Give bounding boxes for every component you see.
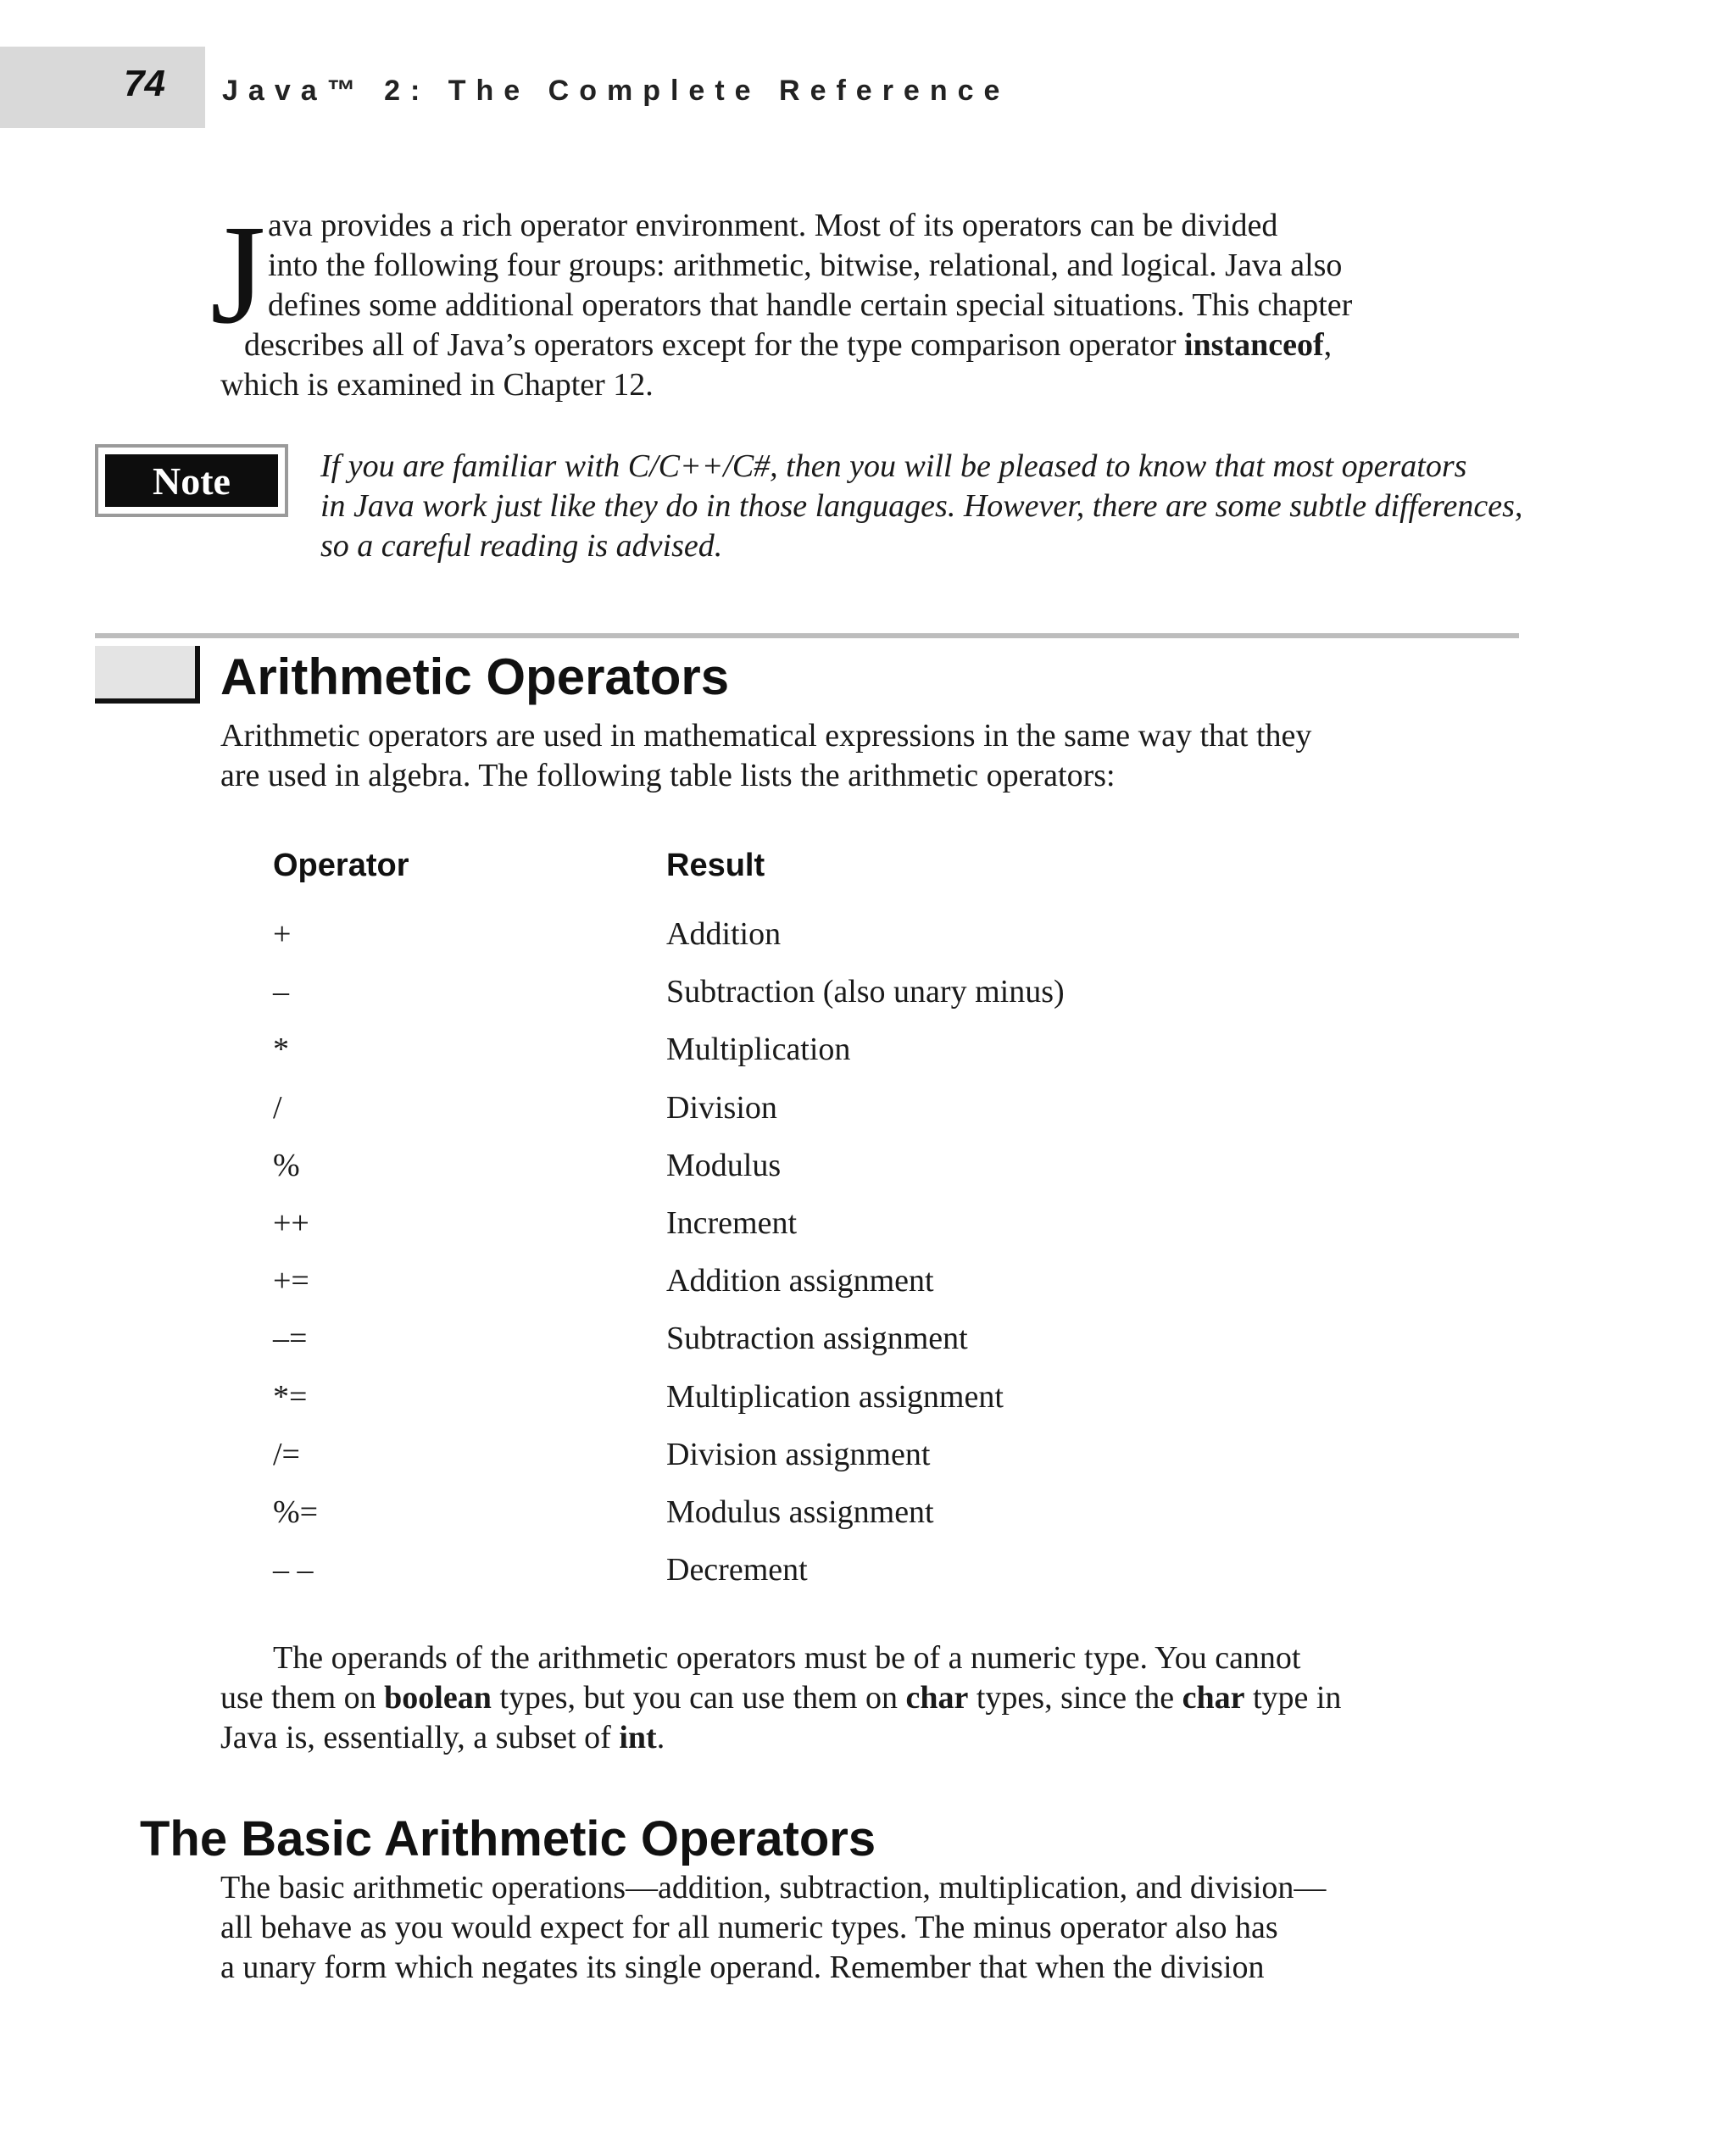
subsection-line-2: all behave as you would expect for all numeric types. The minus operator also has (220, 1910, 1278, 1945)
note-line-3: so a careful reading is advised. (320, 528, 723, 564)
note-line-2: in Java work just like they do in those languages. However, there are some subtle differences, (320, 488, 1523, 524)
operator-symbol: * (273, 1032, 289, 1068)
operator-result: Division (666, 1089, 777, 1126)
section-title: Arithmetic Operators (220, 648, 730, 705)
table-header-result: Result (666, 848, 765, 883)
operator-symbol: *= (273, 1378, 308, 1415)
section-intro-line-1: Arithmetic operators are used in mathematical expressions in the same way that they (220, 718, 1312, 754)
operator-result: Modulus (666, 1147, 782, 1183)
table-row (0, 1378, 1736, 1436)
operator-symbol: – – (273, 1552, 314, 1588)
operator-symbol: += (273, 1263, 309, 1299)
operands-line-2 (220, 1678, 1341, 1718)
section-intro-line-2: are used in algebra. The following table lists the arithmetic operators: (220, 758, 1116, 793)
note-line-1: If you are familiar with C/C++/C#, then you will be pleased to know that most operators (320, 448, 1467, 484)
operands-text: Java is, essentially, a subset of (220, 1720, 620, 1755)
operator-result: Multiplication assignment (666, 1378, 1004, 1415)
table-row (0, 1204, 1736, 1262)
operands-text: type in (1244, 1680, 1342, 1716)
operands-line-1: The operands of the arithmetic operators must be of a numeric type. You cannot (273, 1640, 1301, 1676)
table-row (0, 1089, 1736, 1147)
operator-result: Division assignment (666, 1436, 931, 1472)
intro-line-2: into the following four groups: arithmetic, bitwise, relational, and logical. Java also (268, 248, 1343, 283)
keyword-char: char (905, 1680, 969, 1716)
operator-symbol: ++ (273, 1205, 309, 1241)
operator-result: Modulus assignment (666, 1494, 934, 1530)
operator-result: Subtraction (also unary minus) (666, 974, 1065, 1010)
operands-text: types, since the (968, 1680, 1182, 1716)
subsection-line-1: The basic arithmetic operations—addition, subtraction, multiplication, and division— (220, 1870, 1327, 1905)
table-row (0, 1262, 1736, 1320)
intro-line-5: which is examined in Chapter 12. (220, 367, 654, 403)
operator-result: Addition (666, 916, 782, 952)
note-label: Note (105, 454, 278, 507)
operator-symbol: + (273, 916, 292, 952)
table-row (0, 1436, 1736, 1494)
intro-line-1: ava provides a rich operator environment. Most of its operators can be divided (268, 208, 1278, 243)
page-number-tab (0, 47, 205, 128)
table-row (0, 1147, 1736, 1204)
operator-symbol: / (273, 1089, 282, 1126)
operator-result: Multiplication (666, 1032, 851, 1068)
operands-text: . (656, 1720, 665, 1755)
keyword-instanceof: instanceof (1183, 327, 1324, 363)
table-row (0, 1494, 1736, 1551)
intro-line-4-punct: , (1323, 327, 1333, 363)
operator-result: Addition assignment (666, 1263, 934, 1299)
operator-result: Decrement (666, 1552, 808, 1588)
operator-symbol: /= (273, 1436, 300, 1472)
operands-text: types, but you can use them on (491, 1680, 906, 1716)
operands-text: use them on (220, 1680, 385, 1716)
section-marker (95, 646, 200, 704)
operands-line-3 (220, 1718, 665, 1758)
drop-cap: J (210, 196, 266, 353)
table-row (0, 1031, 1736, 1088)
operator-result: Increment (666, 1205, 798, 1241)
operator-symbol: %= (273, 1494, 319, 1530)
intro-line-4 (244, 325, 1332, 365)
operator-result: Subtraction assignment (666, 1321, 968, 1357)
subsection-title: The Basic Arithmetic Operators (140, 1811, 876, 1866)
keyword-boolean: boolean (384, 1680, 492, 1716)
table-header-operator: Operator (273, 848, 409, 883)
running-head: Java™ 2: The Complete Reference (222, 75, 1010, 107)
keyword-char: char (1182, 1680, 1245, 1716)
table-row (0, 1320, 1736, 1377)
subsection-line-3: a unary form which negates its single operand. Remember that when the division (220, 1950, 1265, 1985)
intro-line-4-text: describes all of Java’s operators except for the type comparison operator (244, 327, 1184, 363)
section-divider (95, 633, 1519, 638)
table-row (0, 1551, 1736, 1609)
keyword-int: int (619, 1720, 657, 1755)
operator-symbol: – (273, 974, 289, 1010)
table-row (0, 973, 1736, 1031)
page-number: 74 (124, 63, 165, 104)
operator-symbol: % (273, 1147, 300, 1183)
intro-line-3: defines some additional operators that handle certain special situations. This chapter (268, 287, 1353, 323)
table-row (0, 915, 1736, 973)
note-badge (95, 444, 288, 517)
operator-symbol: –= (273, 1321, 308, 1357)
